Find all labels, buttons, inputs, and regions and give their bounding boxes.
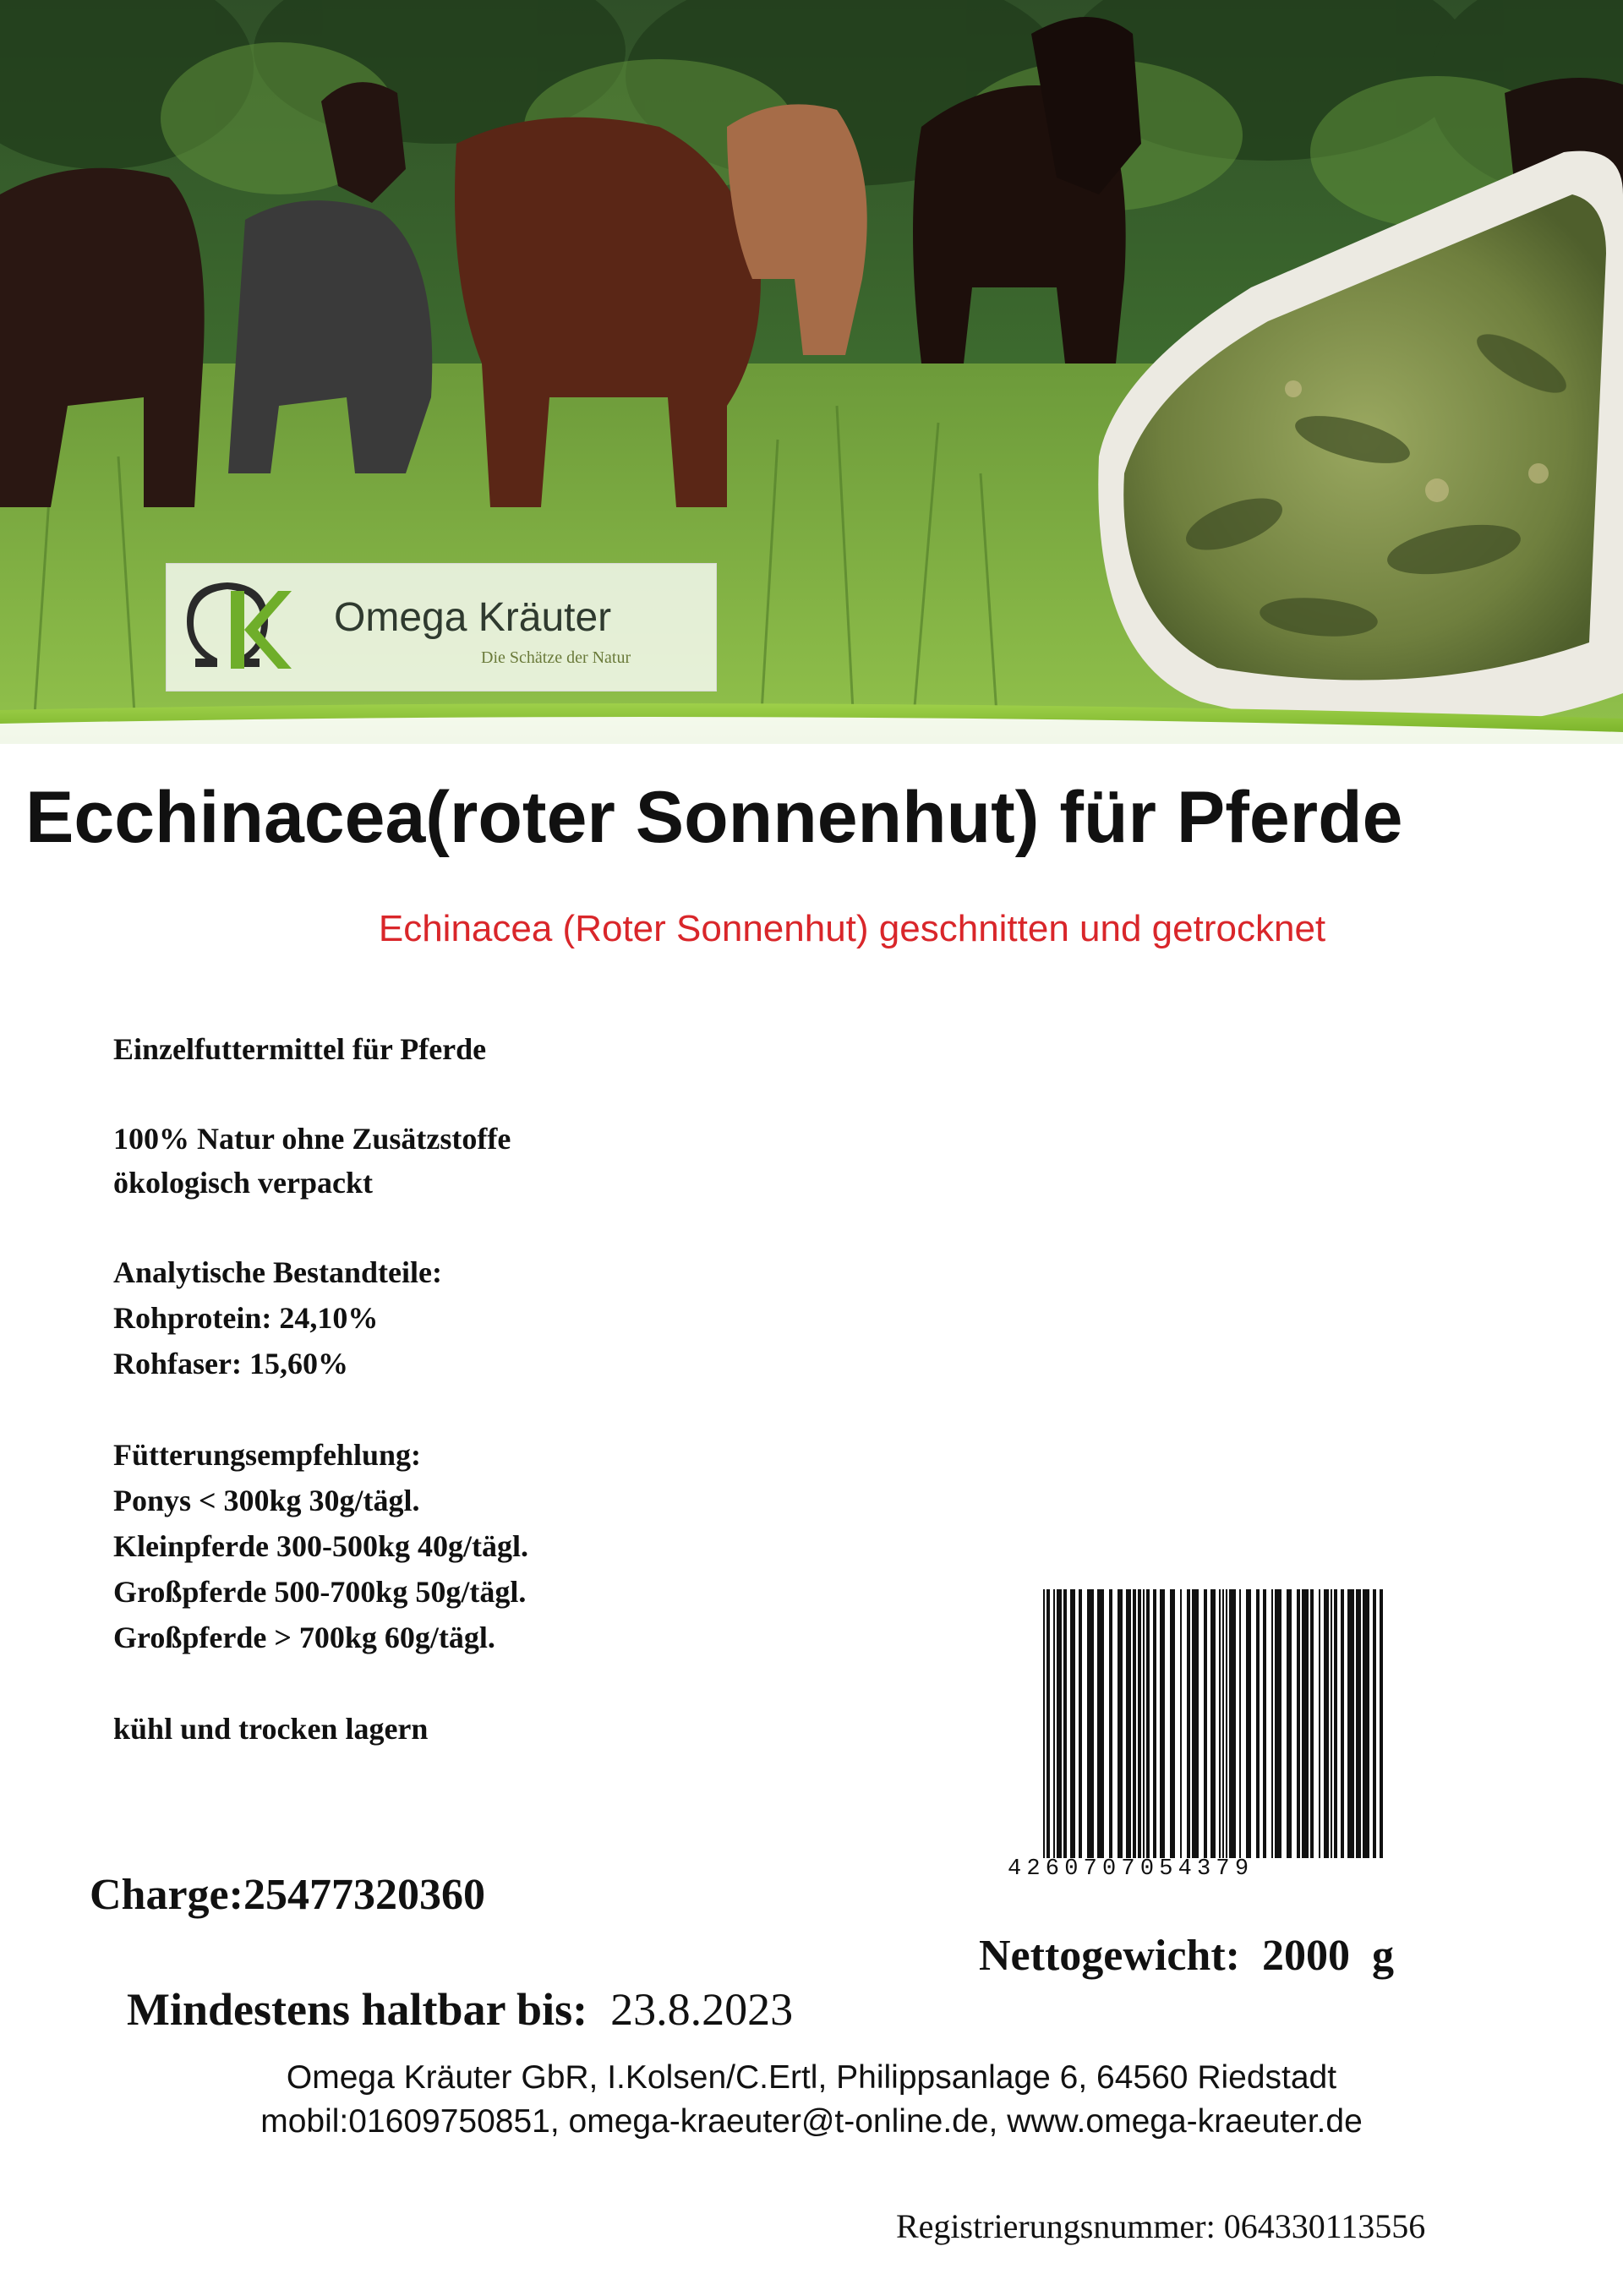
net-weight [979, 1931, 1394, 1981]
barcode-number: 4260707054379 [1008, 1856, 1254, 1882]
barcode-bar [1118, 1589, 1123, 1858]
barcode-bar [1310, 1589, 1314, 1858]
barcode-bar [1324, 1589, 1329, 1858]
barcode-bar [1138, 1589, 1141, 1858]
info-line: Großpferde 500-700kg 50g/tägl. [113, 1575, 527, 1609]
barcode-bar [1192, 1589, 1199, 1858]
barcode-bar [1153, 1589, 1156, 1858]
barcode-bar [1319, 1589, 1320, 1858]
barcode-bar [1046, 1589, 1050, 1858]
barcode-bar [1287, 1589, 1292, 1858]
barcode-bar [1160, 1589, 1165, 1858]
barcode-bar [1143, 1589, 1145, 1858]
info-line: Großpferde > 700kg 60g/tägl. [113, 1621, 495, 1654]
barcode-bar [1087, 1589, 1094, 1858]
address-line-1: Omega Kräuter GbR, I.Kolsen/C.Ertl, Philippsanlage 6, 64560 Riedstadt [286, 2059, 1337, 2096]
info-line: Fütterungsempfehlung: [113, 1438, 422, 1472]
info-line: Einzelfuttermittel für Pferde [113, 1032, 487, 1066]
barcode-bar [1133, 1589, 1136, 1858]
address-line-2: mobil:01609750851, omega-kraeuter@t-online.de, www.omega-kraeuter.de [260, 2103, 1363, 2140]
barcode-bar [1170, 1589, 1175, 1858]
net-weight-unit: g [1371, 1932, 1394, 1980]
barcode-bar [1180, 1589, 1182, 1858]
barcode-bar [1146, 1589, 1150, 1858]
brand-logo [166, 563, 717, 692]
info-line: Ponys < 300kg 30g/tägl. [113, 1484, 420, 1517]
barcode-bar [1271, 1589, 1273, 1858]
info-line: Rohprotein: 24,10% [113, 1301, 379, 1335]
best-before [127, 1983, 793, 2036]
charge-number: Charge:25477320360 [90, 1871, 485, 1919]
barcode-bar [1256, 1589, 1260, 1858]
barcode-bar [1204, 1589, 1207, 1858]
net-weight-label: Nettogewicht: [979, 1932, 1240, 1980]
info-line: kühl und trocken lagern [113, 1712, 429, 1746]
barcode-bar [1331, 1589, 1332, 1858]
best-before-date: 23.8.2023 [610, 1984, 794, 2035]
barcode-bar [1347, 1589, 1354, 1858]
info-line: 100% Natur ohne Zusätzstoffe [113, 1122, 511, 1156]
info-line: Kleinpferde 300-500kg 40g/tägl. [113, 1529, 528, 1563]
barcode-bar [1263, 1589, 1266, 1858]
barcode-bar [1079, 1589, 1082, 1858]
barcode-bar [1057, 1589, 1062, 1858]
info-line: Analytische Bestandteile: [113, 1255, 442, 1289]
hero-photo [0, 0, 1623, 744]
best-before-label: Mindestens haltbar bis: [127, 1984, 588, 2035]
info-line: ökologisch verpackt [113, 1166, 374, 1200]
barcode-bar [1334, 1589, 1337, 1858]
barcode-bar [1187, 1589, 1190, 1858]
barcode-bar [1297, 1589, 1300, 1858]
barcode-bar [1363, 1589, 1369, 1858]
barcode-bar [1239, 1589, 1241, 1858]
barcode-bar [1341, 1589, 1344, 1858]
barcode-bar [1380, 1589, 1383, 1858]
barcode-bar [1302, 1589, 1309, 1858]
info-line: Rohfaser: 15,60% [113, 1347, 348, 1380]
net-weight-value: 2000 [1261, 1932, 1350, 1980]
barcode-bar [1356, 1589, 1361, 1858]
registration-number: Registrierungsnummer: 064330113556 [896, 2207, 1426, 2245]
barcode-bar [1097, 1589, 1104, 1858]
product-subtitle: Echinacea (Roter Sonnenhut) geschnitten und getrocknet [378, 908, 1326, 949]
barcode-bar [1373, 1589, 1376, 1858]
barcode-bar [1229, 1589, 1236, 1858]
barcode-bar [1226, 1589, 1227, 1858]
barcode-bar [1109, 1589, 1112, 1858]
barcode-bar [1210, 1589, 1216, 1858]
barcode-bar [1053, 1589, 1055, 1858]
barcode-bar [1070, 1589, 1075, 1858]
barcode-bar [1126, 1589, 1131, 1858]
barcode-bar [1063, 1589, 1067, 1858]
product-title: Ecchinacea(roter Sonnenhut) für Pferde [25, 777, 1403, 858]
barcode-bar [1043, 1589, 1045, 1858]
logo-brand-name: Omega Kräuter [334, 595, 612, 640]
logo-tagline: Die Schätze der Natur [481, 648, 631, 667]
barcode-bar [1275, 1589, 1281, 1858]
omega-k-logo-icon [183, 574, 293, 681]
barcode-bar [1219, 1589, 1221, 1858]
barcode-bar [1222, 1589, 1224, 1858]
barcode-bar [1246, 1589, 1251, 1858]
ean-barcode [1038, 1589, 1396, 1868]
